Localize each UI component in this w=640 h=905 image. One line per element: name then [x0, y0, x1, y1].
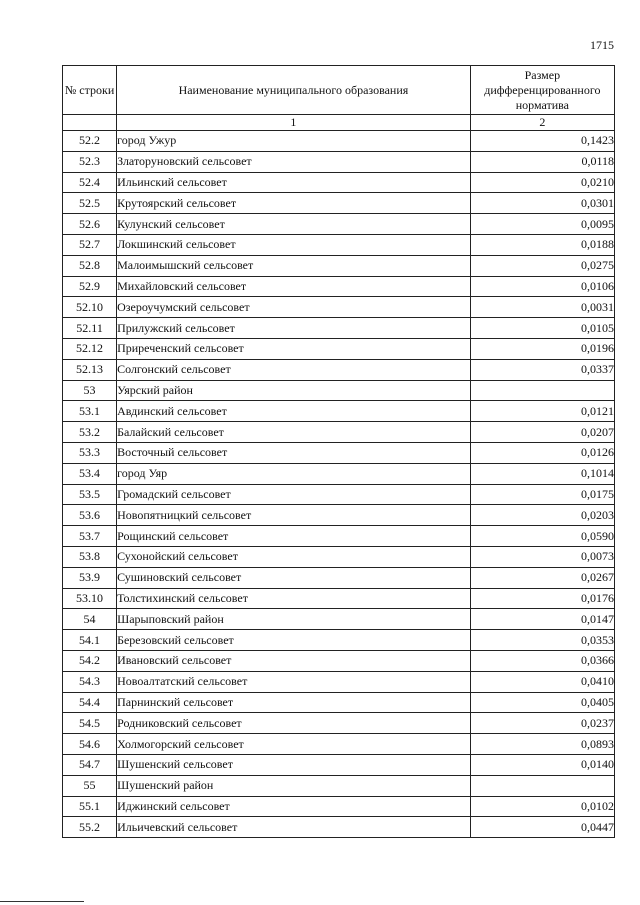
- column-index-name: 1: [117, 115, 471, 131]
- normative-value: 0,0126: [470, 442, 614, 463]
- table-row: [63, 754, 615, 775]
- normative-value: 0,0447: [470, 817, 614, 838]
- municipality-name: город Ужур: [117, 131, 471, 152]
- row-number: 52.4: [63, 172, 117, 193]
- municipality-name: Громадский сельсовет: [117, 484, 471, 505]
- normative-value: 0,0175: [470, 484, 614, 505]
- municipality-name: Сухонойский сельсовет: [117, 546, 471, 567]
- municipality-name: Михайловский сельсовет: [117, 276, 471, 297]
- table-row: [63, 463, 615, 484]
- municipality-name: Ильичевский сельсовет: [117, 817, 471, 838]
- table-row: [63, 817, 615, 838]
- normative-value: 0,0337: [470, 359, 614, 380]
- table-row: [63, 734, 615, 755]
- table-row: [63, 796, 615, 817]
- table-row: [63, 713, 615, 734]
- row-number: 52.2: [63, 131, 117, 152]
- table-row: [63, 151, 615, 172]
- table-row: [63, 359, 615, 380]
- normative-value: 0,0105: [470, 318, 614, 339]
- table-row: [63, 775, 615, 796]
- table-row: [63, 172, 615, 193]
- header-normative-size: Размер дифференцированного норматива: [470, 66, 614, 115]
- municipality-name: Уярский район: [117, 380, 471, 401]
- normative-value: 0,0893: [470, 734, 614, 755]
- row-number: 52.12: [63, 338, 117, 359]
- table-row: [63, 193, 615, 214]
- row-number: 53.6: [63, 505, 117, 526]
- row-number: 53.9: [63, 567, 117, 588]
- municipality-name: Березовский сельсовет: [117, 630, 471, 651]
- normative-value: 0,0147: [470, 609, 614, 630]
- normative-value: 0,0207: [470, 422, 614, 443]
- row-number: 53.2: [63, 422, 117, 443]
- municipality-name: Шушенский район: [117, 775, 471, 796]
- page-number: 1715: [590, 38, 614, 52]
- table-row: [63, 442, 615, 463]
- municipality-name: город Уяр: [117, 463, 471, 484]
- normative-value: 0,1014: [470, 463, 614, 484]
- row-number: 54.1: [63, 630, 117, 651]
- row-number: 54.2: [63, 650, 117, 671]
- table-row: [63, 255, 615, 276]
- municipality-name: Малоимышский сельсовет: [117, 255, 471, 276]
- municipality-name: Локшинский сельсовет: [117, 234, 471, 255]
- table-row: [63, 234, 615, 255]
- table-row: [63, 131, 615, 152]
- row-number: 54.6: [63, 734, 117, 755]
- normative-value: [470, 380, 614, 401]
- row-number: 55.1: [63, 796, 117, 817]
- table-row: [63, 380, 615, 401]
- row-number: 53.3: [63, 442, 117, 463]
- municipality-name: Приреченский сельсовет: [117, 338, 471, 359]
- municipality-name: Родниковский сельсовет: [117, 713, 471, 734]
- row-number: 52.3: [63, 151, 117, 172]
- normative-value: 0,0188: [470, 234, 614, 255]
- column-index-value: 2: [470, 115, 614, 131]
- row-number: 53.1: [63, 401, 117, 422]
- normative-value: 0,0301: [470, 193, 614, 214]
- normative-value: 0,0102: [470, 796, 614, 817]
- header-municipality-name: Наименование муниципального образования: [117, 66, 471, 115]
- municipality-name: Авдинский сельсовет: [117, 401, 471, 422]
- municipality-name: Крутоярский сельсовет: [117, 193, 471, 214]
- municipality-name: Ильинский сельсовет: [117, 172, 471, 193]
- normative-value: 0,0095: [470, 214, 614, 235]
- header-row-number: № строки: [63, 66, 117, 115]
- municipality-name: Ивановский сельсовет: [117, 650, 471, 671]
- table-row: [63, 276, 615, 297]
- normative-value: 0,0073: [470, 546, 614, 567]
- normative-value: 0,0106: [470, 276, 614, 297]
- row-number: 53: [63, 380, 117, 401]
- table-row: [63, 546, 615, 567]
- row-number: 53.7: [63, 526, 117, 547]
- normative-table: [62, 65, 615, 838]
- row-number: 52.10: [63, 297, 117, 318]
- row-number: 54.3: [63, 671, 117, 692]
- municipality-name: Озероучумский сельсовет: [117, 297, 471, 318]
- row-number: 52.6: [63, 214, 117, 235]
- normative-value: 0,0176: [470, 588, 614, 609]
- table-row: [63, 609, 615, 630]
- municipality-name: Толстихинский сельсовет: [117, 588, 471, 609]
- row-number: 53.8: [63, 546, 117, 567]
- row-number: 54.5: [63, 713, 117, 734]
- municipality-name: Холмогорский сельсовет: [117, 734, 471, 755]
- row-number: 53.10: [63, 588, 117, 609]
- normative-value: 0,0267: [470, 567, 614, 588]
- footer-rule: [0, 901, 84, 902]
- normative-value: 0,0366: [470, 650, 614, 671]
- municipality-name: Новоалтатский сельсовет: [117, 671, 471, 692]
- row-number: 55.2: [63, 817, 117, 838]
- municipality-name: Восточный сельсовет: [117, 442, 471, 463]
- municipality-name: Рощинский сельсовет: [117, 526, 471, 547]
- column-index-row: [63, 115, 615, 131]
- normative-value: 0,0410: [470, 671, 614, 692]
- row-number: 54: [63, 609, 117, 630]
- row-number: 52.8: [63, 255, 117, 276]
- row-number: 55: [63, 775, 117, 796]
- table-row: [63, 297, 615, 318]
- municipality-name: Новопятницкий сельсовет: [117, 505, 471, 526]
- normative-value: 0,0237: [470, 713, 614, 734]
- row-number: 52.11: [63, 318, 117, 339]
- normative-value: 0,0196: [470, 338, 614, 359]
- row-number: 53.4: [63, 463, 117, 484]
- table-row: [63, 318, 615, 339]
- table-row: [63, 588, 615, 609]
- municipality-name: Шушенский сельсовет: [117, 754, 471, 775]
- normative-value: 0,0275: [470, 255, 614, 276]
- table-row: [63, 214, 615, 235]
- table-row: [63, 630, 615, 651]
- municipality-name: Прилужский сельсовет: [117, 318, 471, 339]
- normative-value: 0,0031: [470, 297, 614, 318]
- normative-value: 0,0203: [470, 505, 614, 526]
- municipality-name: Златоруновский сельсовет: [117, 151, 471, 172]
- row-number: 54.7: [63, 754, 117, 775]
- normative-value: 0,0118: [470, 151, 614, 172]
- municipality-name: Шарыповский район: [117, 609, 471, 630]
- table-row: [63, 692, 615, 713]
- normative-value: 0,0353: [470, 630, 614, 651]
- municipality-name: Балайский сельсовет: [117, 422, 471, 443]
- normative-value: 0,0121: [470, 401, 614, 422]
- row-number: 52.9: [63, 276, 117, 297]
- table-row: [63, 671, 615, 692]
- normative-value: 0,0210: [470, 172, 614, 193]
- row-number: 52.5: [63, 193, 117, 214]
- normative-value: 0,0140: [470, 754, 614, 775]
- municipality-name: Кулунский сельсовет: [117, 214, 471, 235]
- normative-value: [470, 775, 614, 796]
- municipality-name: Сушиновский сельсовет: [117, 567, 471, 588]
- row-number: 54.4: [63, 692, 117, 713]
- table-body: [63, 131, 615, 838]
- normative-value: 0,0590: [470, 526, 614, 547]
- municipality-name: Солгонский сельсовет: [117, 359, 471, 380]
- municipality-name: Иджинский сельсовет: [117, 796, 471, 817]
- table-row: [63, 505, 615, 526]
- municipality-name: Парнинский сельсовет: [117, 692, 471, 713]
- table-row: [63, 422, 615, 443]
- normative-value: 0,0405: [470, 692, 614, 713]
- table-row: [63, 338, 615, 359]
- table-row: [63, 484, 615, 505]
- column-index-num: [63, 115, 117, 131]
- table-row: [63, 401, 615, 422]
- row-number: 52.7: [63, 234, 117, 255]
- table-row: [63, 526, 615, 547]
- table-row: [63, 650, 615, 671]
- row-number: 52.13: [63, 359, 117, 380]
- table-row: [63, 567, 615, 588]
- row-number: 53.5: [63, 484, 117, 505]
- table-header-row: [63, 66, 615, 115]
- normative-value: 0,1423: [470, 131, 614, 152]
